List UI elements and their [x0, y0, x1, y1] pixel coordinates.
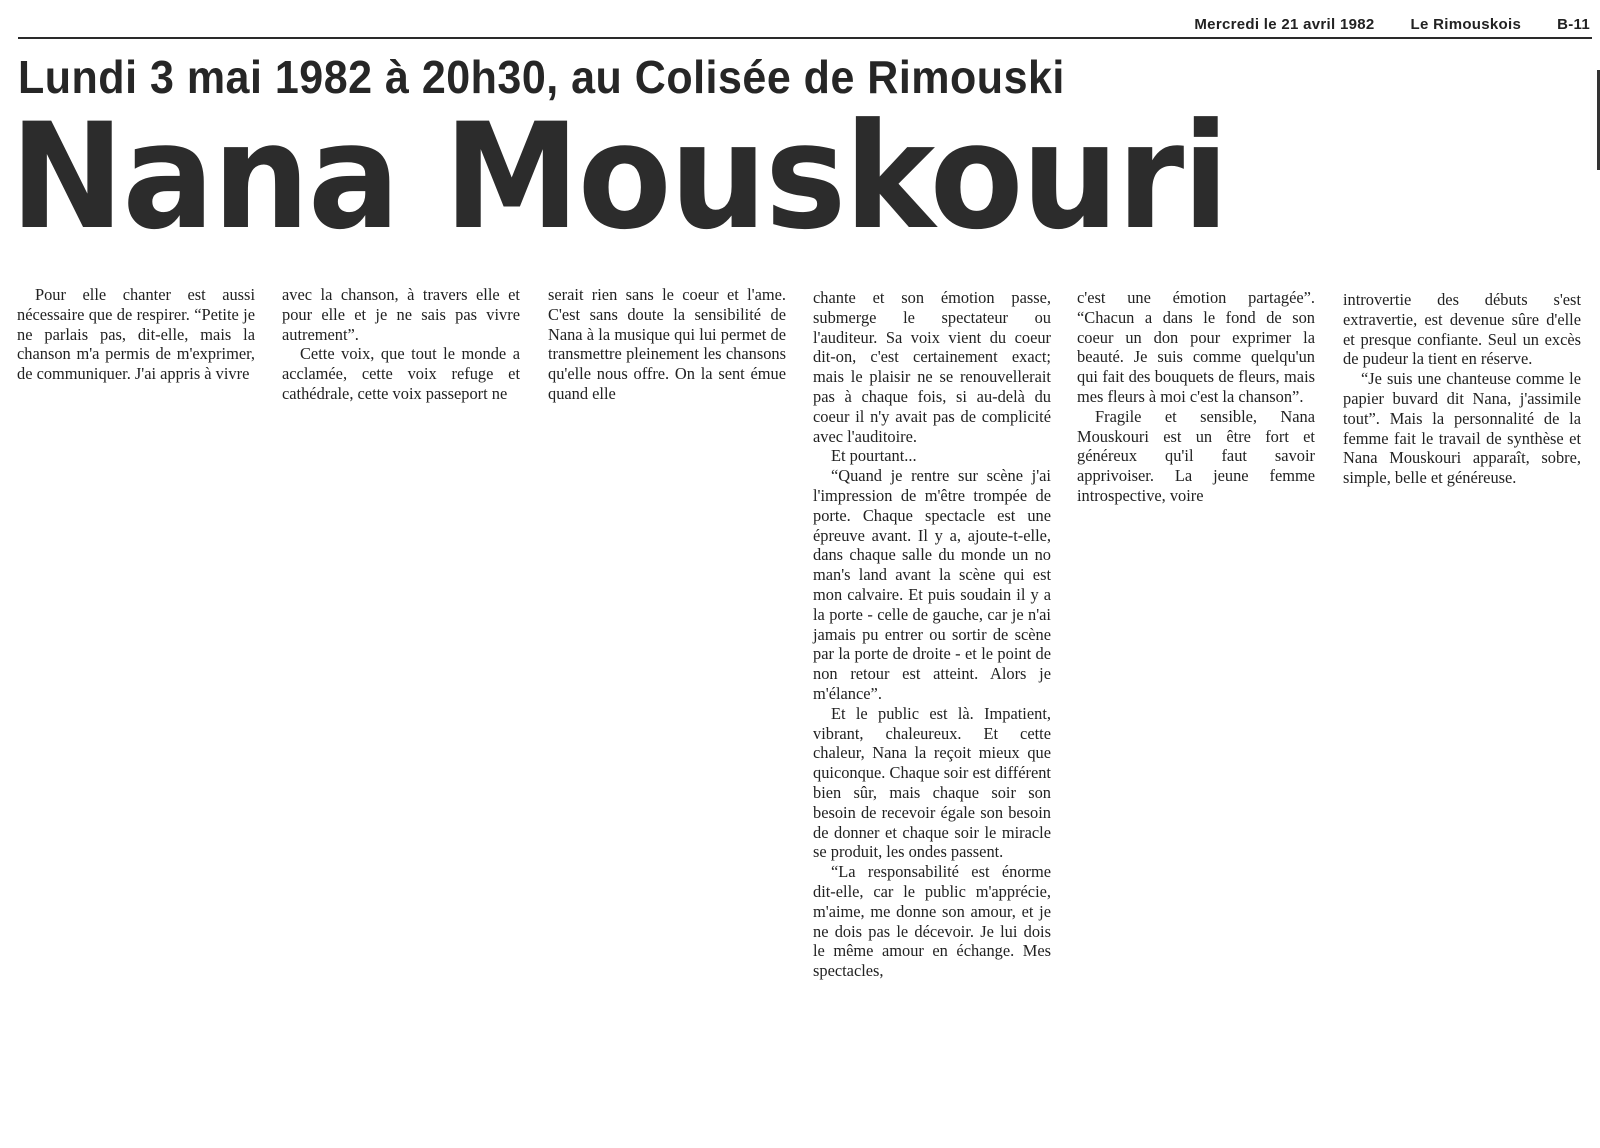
paragraph: avec la chanson, à travers elle et pour elle et je ne sais pas vivre autrement”.	[282, 285, 520, 344]
article-column-4	[813, 288, 1051, 981]
article-kicker: Lundi 3 mai 1982 à 20h30, au Colisée de Rimouski	[18, 52, 1065, 104]
page-folio	[1194, 16, 1590, 33]
paragraph: “Quand je rentre sur scène j'ai l'impression de m'être trompée de porte. Chaque spectacle est une épreuve avant. Il y a, ajoute-t-elle, dans chaque salle du monde un no man's land avant la scène qui est mon calvaire. Et puis soudain il y a la porte - celle de gauche, car je n'ai jamais pu entrer ou sortir de scène par la porte de droite - et le point de non retour est atteint. Alors je m'élance”.	[813, 466, 1051, 703]
paragraph: chante et son émotion passe, submerge le spectateur ou l'auditeur. Sa voix vient du coeur dit-on, c'est certainement exact; mais le plaisir ne se renouvellerait pas à chaque fois, si au-delà du coeur il n'y avait pas de complicité avec l'auditoire.	[813, 288, 1051, 446]
article-column-6	[1343, 290, 1581, 488]
paragraph: Et le public est là. Impatient, vibrant, chaleureux. Et cette chaleur, Nana la reçoit mieux que quiconque. Chaque soir est différent bien sûr, mais chaque soir son besoin de recevoir égale son besoin de donner et chaque soir le miracle se produit, les ondes passent.	[813, 703, 1051, 862]
article-column-1	[17, 285, 255, 384]
paragraph: Pour elle chanter est aussi nécessaire que de respirer. “Petite je ne parlais pas, dit-elle, mais la chanson m'a permis de m'exprimer, de communiquer. J'ai appris à vivre	[17, 285, 255, 384]
page-number: B-11	[1557, 16, 1590, 33]
paragraph: “Je suis une chanteuse comme le papier buvard dit Nana, j'assimile tout”. Mais la personnalité de la femme fait le travail de synthèse et Nana Mouskouri apparaît, sobre, simple, belle et généreuse.	[1343, 369, 1581, 488]
article-column-3	[548, 285, 786, 404]
paragraph: Cette voix, que tout le monde a acclamée, cette voix refuge et cathédrale, cette voix passeport ne	[282, 344, 520, 403]
issue-date: Mercredi le 21 avril 1982	[1194, 16, 1375, 33]
paragraph: “La responsabilité est énorme dit-elle, car le public m'apprécie, m'aime, me donne son amour, et je ne dois pas le décevoir. Je lui dois le même amour en échange. Mes spectacles,	[813, 862, 1051, 981]
header-rule	[18, 37, 1592, 39]
paragraph: Et pourtant...	[831, 446, 917, 466]
paragraph: c'est une émotion partagée”. “Chacun a dans le fond de son coeur un don pour exprimer la beauté. Je suis comme quelqu'un qui fait des bouquets de fleurs, mais mes fleurs à moi c'est la chanson”.	[1077, 288, 1315, 406]
paragraph: serait rien sans le coeur et l'ame. C'est sans doute la sensibilité de Nana à la musique qui lui permet de transmettre pleinement les chansons qu'elle nous offre. On la sent émue quand elle	[548, 285, 786, 403]
article-headline: Nana Mouskouri	[10, 92, 1228, 262]
paragraph: introvertie des débuts s'est extravertie, est devenue sûre d'elle et presque confiante. Seul un excès de pudeur la tient en réserve.	[1343, 290, 1581, 369]
paragraph: Fragile et sensible, Nana Mouskouri est un être fort et généreux qu'il faut savoir apprivoiser. La jeune femme introspective, voire	[1077, 406, 1315, 505]
article-column-5	[1077, 288, 1315, 506]
article-column-2	[282, 285, 520, 404]
newspaper-name: Le Rimouskois	[1410, 16, 1522, 33]
